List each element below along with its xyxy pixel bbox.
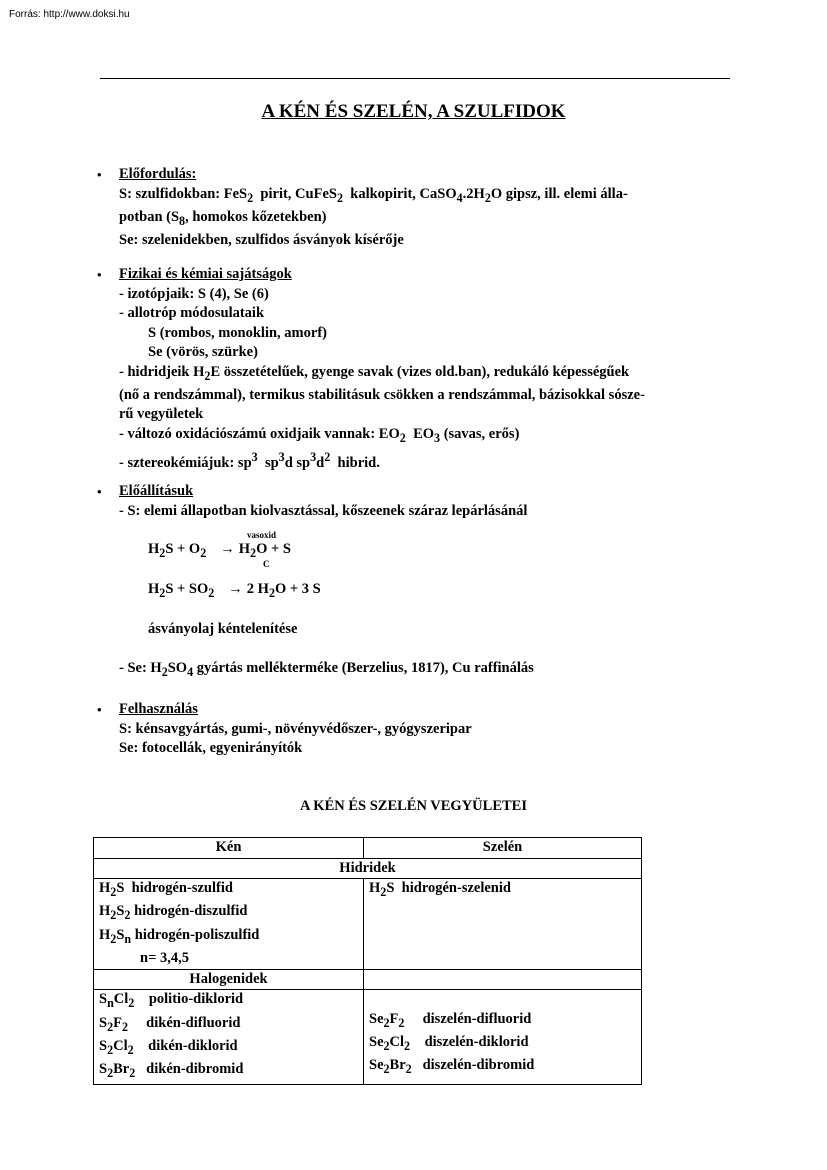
se-allotropes: Se (vörös, szürke) xyxy=(148,344,258,360)
n-values: n= 3,4,5 xyxy=(140,950,189,967)
h2s-entry: $H_2S$ hidrogén-szulfid xyxy=(99,880,233,899)
group-hydrides: Hidridek xyxy=(94,858,642,879)
s2br2-entry: $S_2Br_2$ dikén-dibromid xyxy=(99,1061,244,1081)
section-occurrence xyxy=(97,165,628,251)
s-allotropes: S (rombos, monoklin, amorf) xyxy=(148,324,327,341)
se2cl2-entry: $Se_2Cl_2$ diszelén-diklorid xyxy=(369,1034,529,1053)
equation-2: $H_2S + SO_2 \to 2$ $H_2O + 3$ S xyxy=(148,581,321,600)
table-row xyxy=(94,990,642,1085)
section-production xyxy=(97,482,528,521)
page-title: A KÉN ÉS SZELÉN, A SZULFIDOK xyxy=(261,101,566,122)
h2s2-entry: $H_2S_2$ hidrogén-diszulfid xyxy=(99,903,248,923)
h2se-entry: $H_2S$ hidrogén-szelenid xyxy=(369,880,511,899)
sulfur-hydrides-cell xyxy=(94,879,364,970)
catalyst-top: vasoxid xyxy=(247,530,277,540)
equation-1: $H_2S + O_2 \to H_2O + S$ xyxy=(148,541,291,560)
h2sn-entry: $H_2S_n$ hidrogén-poliszulfid xyxy=(99,926,260,946)
se2br2-entry: $Se_2Br_2$ diszelén-dibromid xyxy=(369,1057,535,1077)
s2f2-entry: $S_2F_2$ dikén-difluorid xyxy=(99,1014,241,1034)
table-group-row xyxy=(94,969,642,990)
sulfur-halides-cell xyxy=(94,990,364,1085)
hydrides-line-3: rű vegyületek xyxy=(119,406,204,423)
compounds-table xyxy=(93,837,642,1085)
bullet-icon: • xyxy=(97,702,102,717)
bullet-icon: • xyxy=(97,267,102,282)
isotopes-line: - izotópjaik: S (4), Se (6) xyxy=(119,285,269,302)
column-header-selenium: Szelén xyxy=(364,838,642,859)
hydrides-line-2: (nő a rendszámmal), termikus stabilitásuk csökken a rendszámmal, bázisokkal sósze- xyxy=(119,386,645,403)
allotropes-line: - allotróp módosulataik xyxy=(119,305,265,321)
usage-heading: Felhasználás xyxy=(119,701,198,717)
sncl2-entry: $S_nCl_2$ politio-diklorid xyxy=(99,991,244,1011)
table-row xyxy=(94,879,642,970)
section-properties xyxy=(97,265,645,474)
occurrence-heading: Előfordulás: xyxy=(119,166,197,182)
table-title: A KÉN ÉS SZELÉN VEGYÜLETEI xyxy=(300,798,527,814)
table-header-row xyxy=(94,838,642,859)
stereo-line: - sztereokémiájuk: $sp^3$ $sp^3d$ $sp^3d^2$ hibrid. xyxy=(119,450,380,472)
hydrides-line: - hidridjeik $H_2E$ összetételűek, gyenge savak (vizes old.ban), redukáló képességűek xyxy=(119,363,630,383)
properties-heading: Fizikai és kémiai sajátságok xyxy=(119,266,292,282)
se2f2-entry: $Se_2F_2$ diszelén-difluorid xyxy=(369,1010,532,1030)
column-header-sulfur: Kén xyxy=(94,838,364,859)
source-note: Forrás: http://www.doksi.hu xyxy=(9,9,130,20)
occurrence-line-se: Se: szelenidekben, szulfidos ásványok kísérője xyxy=(119,232,404,249)
oil-desulfurization: ásványolaj kéntelenítése xyxy=(148,621,298,637)
section-usage xyxy=(97,700,472,759)
selenium-halides-cell xyxy=(364,990,642,1085)
selenium-hydrides-cell xyxy=(364,879,642,970)
production-se-line: - Se: $H_2SO_4$ gyártás mellékterméke (Berzelius, 1817), Cu raffinálás xyxy=(119,660,534,679)
table-group-row xyxy=(94,858,642,879)
occurrence-line-s: S: szulfidokban: FeS$_2$ pirit, CuFeS$_2$ kalkopirit, $CaSO_4.2H_2O$ gipsz, ill. elemi álla- xyxy=(119,185,628,205)
occurrence-line-s-cont: potban ($S_8$, homokos kőzetekben) xyxy=(119,208,327,228)
bullet-icon: • xyxy=(97,167,102,182)
production-heading: Előállításuk xyxy=(119,483,194,499)
top-rule xyxy=(100,78,730,79)
group-halides: Halogenidek xyxy=(94,969,364,990)
bullet-icon: • xyxy=(97,484,102,499)
usage-s-line: S: kénsavgyártás, gumi-, növényvédőszer-, gyógyszeripar xyxy=(119,720,472,737)
oxides-line: - változó oxidációszámú oxidjaik vannak: $EO_2$ $EO_3$ (savas, erős) xyxy=(119,425,520,445)
usage-se-line: Se: fotocellák, egyenirányítók xyxy=(119,740,303,756)
s2cl2-entry: $S_2Cl_2$ dikén-diklorid xyxy=(99,1037,238,1057)
reaction-arrow-icon: → xyxy=(220,541,235,557)
production-s-line: - S: elemi állapotban kiolvasztással, kőszeenek száraz lepárlásánál xyxy=(119,502,528,519)
reaction-arrow-icon: → xyxy=(228,581,243,597)
catalyst-bottom: C xyxy=(263,559,270,569)
